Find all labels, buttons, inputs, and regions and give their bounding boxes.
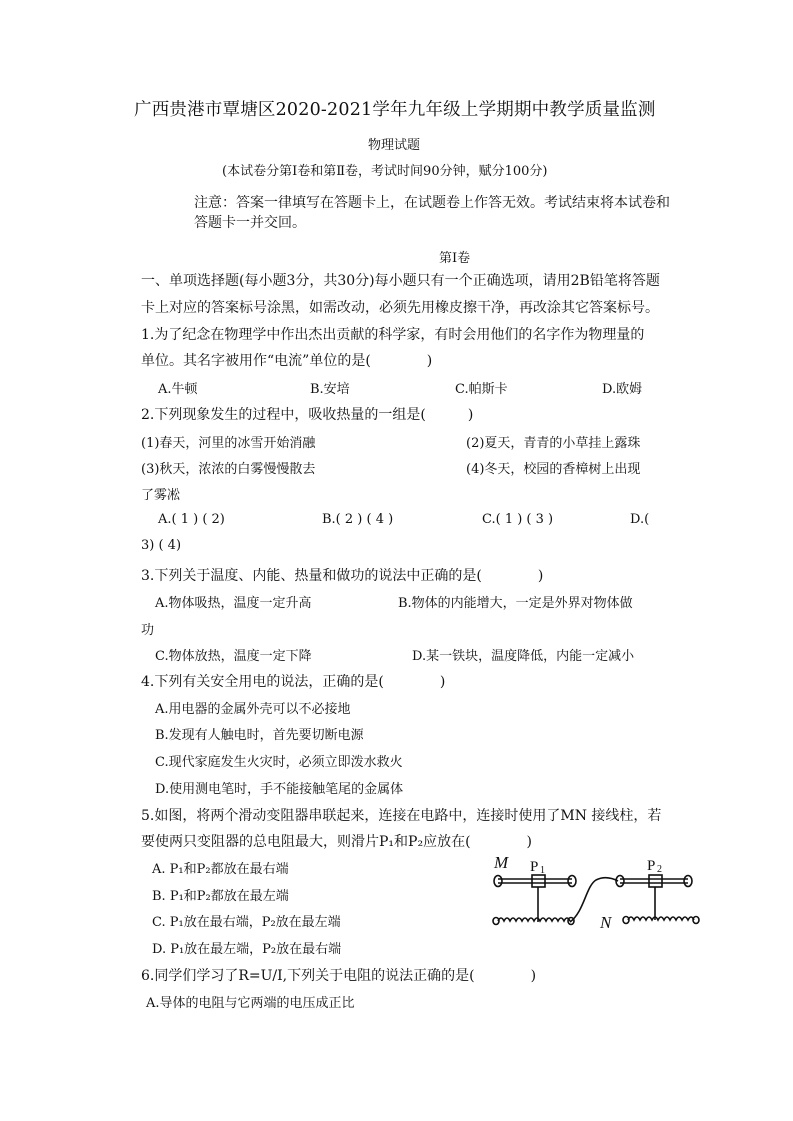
- section-1-instructions-line-1: 一、单项选择题(每小题3分，共30分)每小题只有一个正确选项，请用2B铅笔将答题: [141, 273, 660, 289]
- question-3-option-a: A.物体吸热，温度一定升高: [155, 596, 312, 611]
- question-6-stem: 6.同学们学习了R=U/I,下列关于电阻的说法正确的是( ): [141, 968, 537, 984]
- question-2-option-a: A.( 1 ) ( 2): [158, 512, 225, 527]
- slider-label-p1: P: [530, 859, 539, 875]
- question-5-option-c: C. P₁放在最右端，P₂放在最左端: [152, 915, 341, 930]
- slider-label-p2: P: [647, 858, 656, 874]
- question-5-option-d: D. P₁放在最左端，P₂放在最右端: [152, 942, 342, 957]
- rheostat-2-right-terminal: [684, 876, 692, 887]
- subject-title: 物理试题: [368, 138, 421, 153]
- slider-label-p2-sub: 2: [657, 864, 662, 875]
- rheostat-1-coil: [498, 918, 570, 921]
- question-4-option-c: C.现代家庭发生火灾时，必须立即泼水救火: [155, 755, 403, 770]
- question-4-option-d: D.使用测电笔时，手不能接触笔尾的金属体: [155, 782, 404, 797]
- slider-p1: [532, 875, 545, 887]
- question-2-statement-4-cont: 了雾凇: [141, 488, 181, 503]
- question-4-option-b: B.发现有人触电时，首先要切断电源: [155, 728, 364, 743]
- question-3-option-b-cont: 功: [141, 623, 155, 638]
- terminal-label-m: M: [494, 853, 509, 872]
- rheostat-1-left-terminal: [494, 876, 502, 887]
- notice-line-1: 注意：答案一律填写在答题卡上，在试题卷上作答无效。考试结束将本试卷和: [194, 195, 670, 211]
- question-2-stem: 2.下列现象发生的过程中，吸收热量的一组是( ): [141, 407, 474, 423]
- question-4-option-a: A.用电器的金属外壳可以不必接地: [155, 702, 351, 717]
- question-2-option-d: D.(: [630, 512, 650, 527]
- question-5-stem-line-1: 5.如图，将两个滑动变阻器串联起来，连接在电路中，连接时使用了MN 接线柱，若: [141, 808, 662, 824]
- rheostat-circuit-figure: [488, 850, 703, 935]
- question-1-option-b: B.安培: [310, 382, 350, 397]
- question-2-option-b: B.( 2 ) ( 4 ): [322, 512, 394, 527]
- slider-label-p1-sub: 1: [540, 865, 545, 876]
- question-4-stem: 4.下列有关安全用电的说法，正确的是( ): [141, 674, 446, 690]
- part-title: 第Ⅰ卷: [439, 251, 471, 266]
- exam-info: (本试卷分第Ⅰ卷和第Ⅱ卷，考试时间90分钟，赋分100分): [222, 164, 548, 179]
- slider-p2: [649, 875, 662, 887]
- question-2-statement-4: (4)冬天，校园的香樟树上出现: [466, 462, 641, 477]
- notice-line-2: 答题卡一并交回。: [194, 215, 306, 231]
- question-2-statement-1: (1)春天，河里的冰雪开始消融: [141, 436, 316, 451]
- question-5-option-b: B. P₁和P₂都放在最左端: [152, 889, 289, 904]
- question-2-statement-2: (2)夏天，青青的小草挂上露珠: [466, 436, 641, 451]
- document-title: 广西贵港市覃塘区2020-2021学年九年级上学期期中教学质量监测: [134, 100, 656, 120]
- question-3-stem: 3.下列关于温度、内能、热量和做功的说法中正确的是( ): [141, 568, 544, 584]
- question-1-option-a: A.牛顿: [158, 382, 198, 397]
- rheostat-2-coil: [628, 917, 694, 920]
- question-1-stem-line-2: 单位。其名字被用作“电流”单位的是( ): [141, 353, 433, 369]
- terminal-label-n: N: [600, 913, 612, 932]
- question-5-stem-line-2: 要使两只变阻器的总电阻最大，则滑片P₁和P₂应放在( ): [141, 834, 532, 850]
- section-1-instructions-line-2: 卡上对应的答案标号涂黑，如需改动，必须先用橡皮擦干净，再改涂其它答案标号。: [141, 300, 659, 316]
- question-2-option-c: C.( 1 ) ( 3 ): [482, 512, 554, 527]
- question-1-stem-line-1: 1.为了纪念在物理学中作出杰出贡献的科学家，有时会用他们的名字作为物理量的: [141, 327, 645, 343]
- question-6-option-a: A.导体的电阻与它两端的电压成正比: [146, 996, 355, 1011]
- question-1-option-c: C.帕斯卡: [455, 382, 508, 397]
- question-2-option-d-cont: 3) ( 4): [141, 538, 182, 553]
- question-3-option-c: C.物体放热，温度一定下降: [155, 649, 312, 664]
- question-3-option-b: B.物体的内能增大，一定是外界对物体做: [398, 596, 633, 611]
- rheostat-1-right-terminal: [568, 876, 576, 887]
- question-5-option-a: A. P₁和P₂都放在最右端: [152, 862, 289, 877]
- question-3-option-d: D.某一铁块，温度降低，内能一定减小: [412, 649, 635, 664]
- question-2-statement-3: (3)秋天，浓浓的白雾慢慢散去: [141, 462, 316, 477]
- question-1-option-d: D.欧姆: [602, 382, 643, 397]
